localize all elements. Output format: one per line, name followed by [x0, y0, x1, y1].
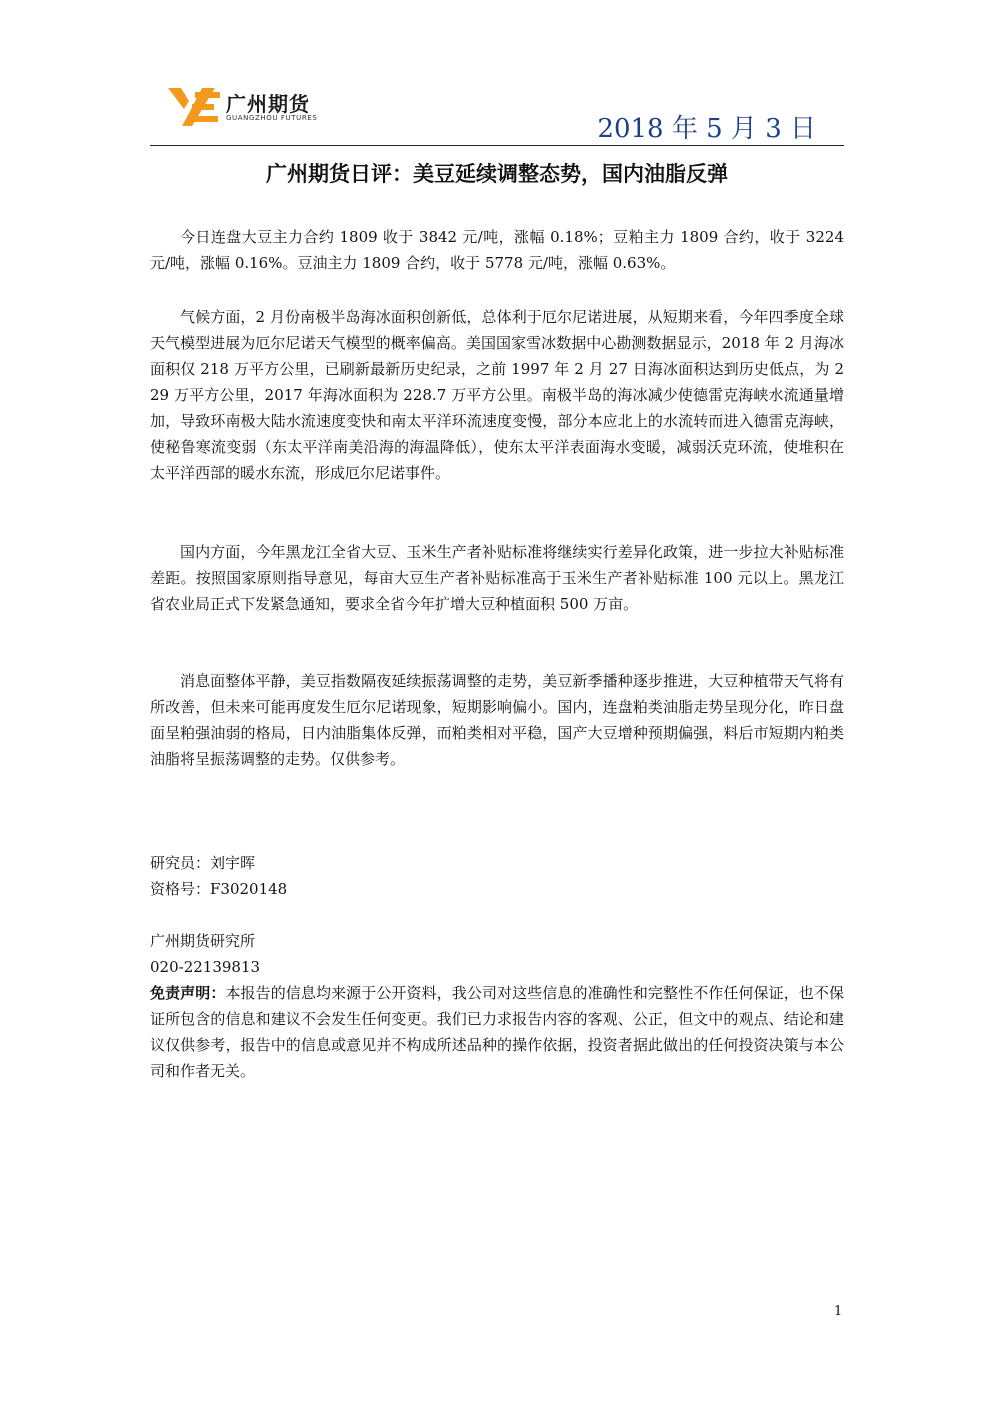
researcher-name: 研究员：刘宇晖 — [150, 854, 256, 872]
disclaimer-text: 本报告的信息均来源于公开资料，我公司对这些信息的准确性和完整性不作任何保证，也不保证所包含的信息和建议不会发生任何变更。我们已力求报告内容的客观、公正，但文中的观点、结论和建议仅供参考，报告中的信息或意见并不构成所述品种的操作依据，投资者据此做出的任何投资决策与本公司和作者无关。 — [150, 984, 844, 1080]
company-name-en: GUANGZHOU FUTURES — [226, 114, 318, 122]
paragraph-news: 消息面整体平静，美豆指数隔夜延续振荡调整的走势，美豆新季播种逐步推进，大豆种植带天气将有所改善，但未来可能再度发生厄尔尼诺现象，短期影响偏小。国内，连盘粕类油脂走势呈现分化，昨日盘面呈粕强油弱的格局，日内油脂集体反弹，而粕类相对平稳，国产大豆增种预期偏强，料后市短期内粕类油脂将呈振荡调整的走势。仅供参考。 — [150, 672, 844, 768]
paragraph-market-summary: 今日连盘大豆主力合约 1809 收于 3842 元/吨，涨幅 0.18%；豆粕主力 1809 合约，收于 3224 元/吨，涨幅 0.16%。豆油主力 1809 合约，收于 5778 元/吨，涨幅 0.63%。 — [150, 228, 844, 272]
company-logo — [168, 86, 358, 130]
disclaimer-label: 免责声明： — [150, 984, 226, 1002]
header-divider — [150, 145, 844, 146]
report-title: 广州期货日评：美豆延续调整态势，国内油脂反弹 — [266, 162, 728, 186]
company-name-cn: 广州期货 — [226, 92, 310, 116]
institute-name: 广州期货研究所 — [150, 932, 256, 950]
license-number: 资格号：F3020148 — [150, 880, 288, 898]
institute-phone: 020-22139813 — [150, 958, 261, 976]
paragraph-climate: 气候方面，2 月份南极半岛海冰面积创新低，总体利于厄尔尼诺进展，从短期来看，今年四季度全球天气模型进展为厄尔尼诺天气模型的概率偏高。美国国家雪冰数据中心勘测数据显示，2018 年 2 月海冰面积仅 218 万平方公里，已刷新最新历史纪录，之前 1997 年 2 月 27 日海冰面积达到历史低点，为 229 万平方公里，2017 年海冰面积为 228.7 万平方公里。南极半岛的海冰减少使德雷克海峡水流通量增加，导致环南极大陆水流速度变快和南太平洋环流速度变慢，部分本应北上的水流转而进入德雷克海峡，使秘鲁寒流变弱（东太平洋南美沿海的海温降低），使东太平洋表面海水变暖，减弱沃克环流，使堆积在太平洋西部的暖水东流，形成厄尔尼诺事件。 — [150, 308, 844, 482]
paragraph-domestic: 国内方面，今年黑龙江全省大豆、玉米生产者补贴标准将继续实行差异化政策，进一步拉大补贴标准差距。按照国家原则指导意见，每亩大豆生产者补贴标准高于玉米生产者补贴标准 100 元以上。黑龙江省农业局正式下发紧急通知，要求全省今年扩增大豆种植面积 500 万亩。 — [150, 543, 844, 613]
disclaimer — [150, 980, 844, 1084]
report-date: 2018 年 5 月 3 日 — [597, 114, 816, 144]
page-number: 1 — [834, 1304, 843, 1319]
company-logo-icon — [168, 88, 222, 126]
